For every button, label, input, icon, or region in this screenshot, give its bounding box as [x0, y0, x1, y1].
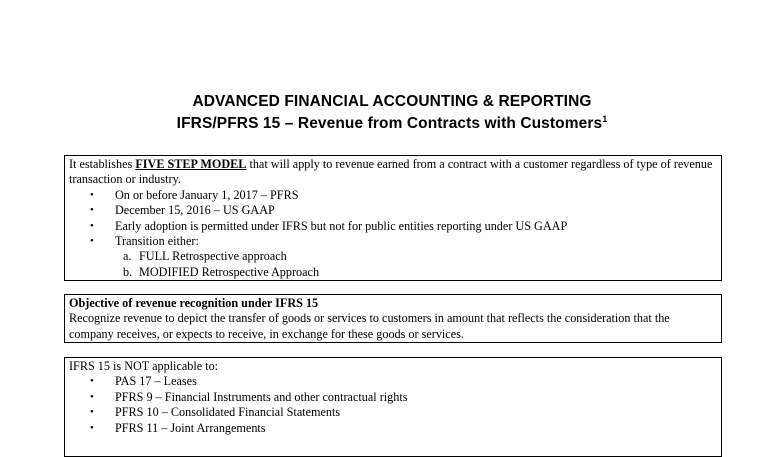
list-item: • On or before January 1, 2017 – PFRS: [115, 188, 717, 203]
effectivity-list: [69, 188, 717, 250]
five-step-intro: [69, 157, 717, 188]
document-title-line1: [0, 93, 784, 111]
not-applicable-heading: IFRS 15 is NOT applicable to:: [69, 359, 219, 373]
list-item: • Early adoption is permitted under IFRS but not for public entities reporting under US GAAP: [115, 219, 717, 234]
item-marker: b.: [123, 264, 133, 279]
item-text: MODIFIED Retrospective Approach: [139, 264, 320, 279]
not-applicable-box: [64, 357, 722, 457]
list-item: • Transition either:: [115, 234, 717, 249]
list-item: • PFRS 10 – Consolidated Financial Statements: [115, 405, 717, 420]
objective-heading: Objective of revenue recognition under IFRS 15: [69, 296, 319, 310]
title-line2-text: IFRS/PFRS 15 – Revenue from Contracts with Customers: [176, 115, 603, 132]
excluded-standards-list: [69, 374, 717, 436]
document-title-line2: [0, 114, 784, 133]
list-item: • PFRS 9 – Financial Instruments and other contractual rights: [115, 390, 717, 405]
title-footnote-marker: 1: [602, 114, 608, 124]
five-step-model-box: [64, 155, 722, 281]
title-line1-text: ADVANCED FINANCIAL ACCOUNTING & REPORTING: [192, 93, 592, 110]
intro-before: It establishes: [69, 157, 136, 171]
list-item: [123, 249, 717, 264]
item-text: FULL Retrospective approach: [139, 249, 287, 264]
five-step-model-emphasis: FIVE STEP MODEL: [135, 157, 247, 171]
list-item: • PFRS 11 – Joint Arrangements: [115, 421, 717, 436]
list-item: • December 15, 2016 – US GAAP: [115, 203, 717, 218]
objective-box: [64, 294, 722, 343]
intro-after: that will apply to revenue earned from a contract with a customer regardless of type of revenue transaction or industry.: [69, 157, 713, 187]
list-item: [123, 264, 717, 280]
transition-approaches-list: [69, 249, 717, 280]
item-marker: a.: [123, 249, 132, 264]
list-item: • PAS 17 – Leases: [115, 374, 717, 389]
objective-body: Recognize revenue to depict the transfer of goods or services to customers in amount that reflects the consideration that the company receives, or expects to receive, in exchange for these goods or services.: [69, 311, 670, 341]
